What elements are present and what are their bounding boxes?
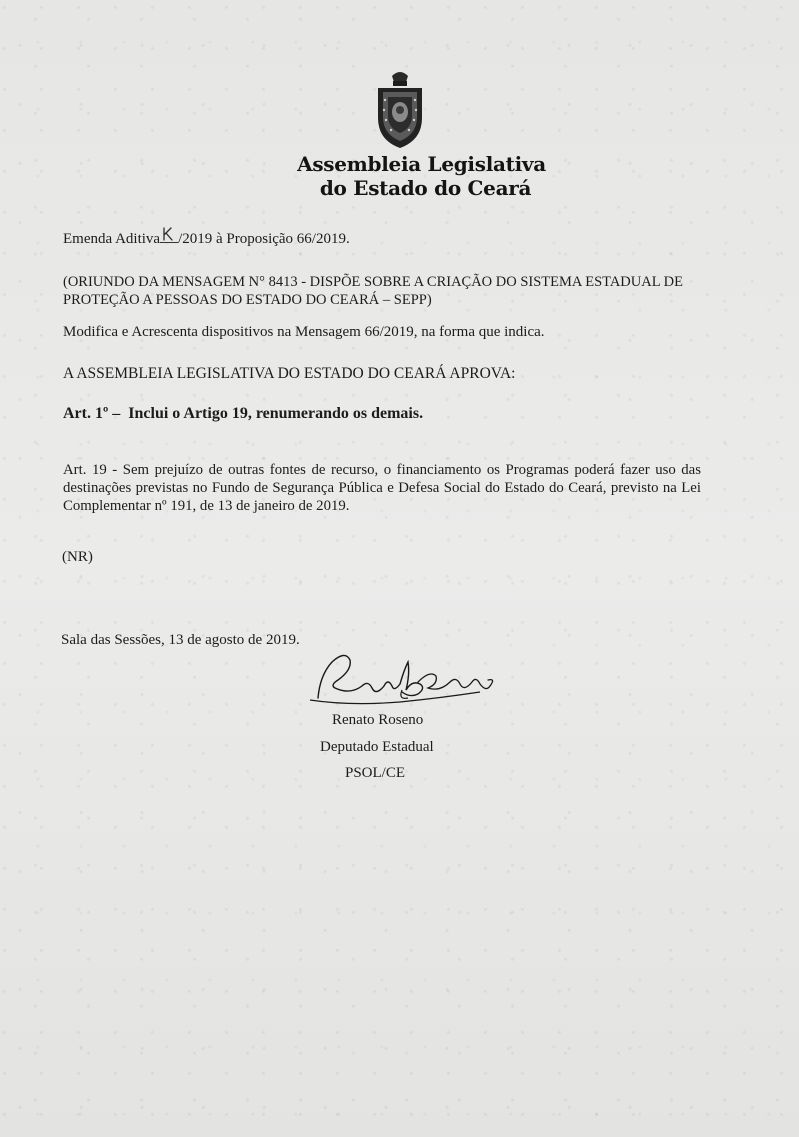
article-1 bbox=[63, 405, 701, 423]
handwritten-amendment-number bbox=[160, 228, 178, 243]
letterhead bbox=[0, 70, 799, 200]
emenda-suffix: /2019 à Proposição 66/2019. bbox=[178, 231, 350, 247]
org-name-line2: do Estado do Ceará bbox=[319, 176, 532, 200]
article-1-text: Inclui o Artigo 19, renumerando os demais. bbox=[128, 405, 424, 422]
article-19-paragraph: Art. 19 - Sem prejuízo de outras fontes de recurso, o financiamento os Programas poderá fazer uso das destinações previstas no Fundo de Segurança Pública e Defesa Social do Estado do Ceará, previsto na Lei Complementar nº 191, de 13 de janeiro de 2019. bbox=[63, 462, 701, 514]
emenda-prefix: Emenda Aditiva bbox=[63, 231, 161, 247]
modifica-paragraph: Modifica e Acrescenta dispositivos na Mensagem 66/2019, na forma que indica. bbox=[63, 324, 545, 340]
org-name-line1: Assembleia Legislativa bbox=[297, 152, 546, 176]
session-date-line: Sala das Sessões, 13 de agosto de 2019. bbox=[61, 632, 300, 648]
handwritten-signature bbox=[290, 640, 510, 720]
nr-marker: (NR) bbox=[62, 549, 93, 565]
article-1-label: Art. 1º – bbox=[63, 405, 121, 422]
oriundo-paragraph: (ORIUNDO DA MENSAGEM N° 8413 - DISPÕE SOBRE A CRIAÇÃO DO SISTEMA ESTADUAL DE PROTEÇÃO A PESSOAS DO ESTADO DO CEARÁ – SEPP) bbox=[63, 274, 683, 308]
ceara-coat-of-arms-icon bbox=[370, 70, 430, 150]
signatory-party: PSOL/CE bbox=[345, 765, 406, 781]
signatory-role: Deputado Estadual bbox=[320, 739, 434, 755]
signatory-name: Renato Roseno bbox=[332, 712, 424, 728]
emenda-title bbox=[63, 228, 701, 248]
aprova-heading: A ASSEMBLEIA LEGISLATIVA DO ESTADO DO CEARÁ APROVA: bbox=[63, 365, 516, 382]
